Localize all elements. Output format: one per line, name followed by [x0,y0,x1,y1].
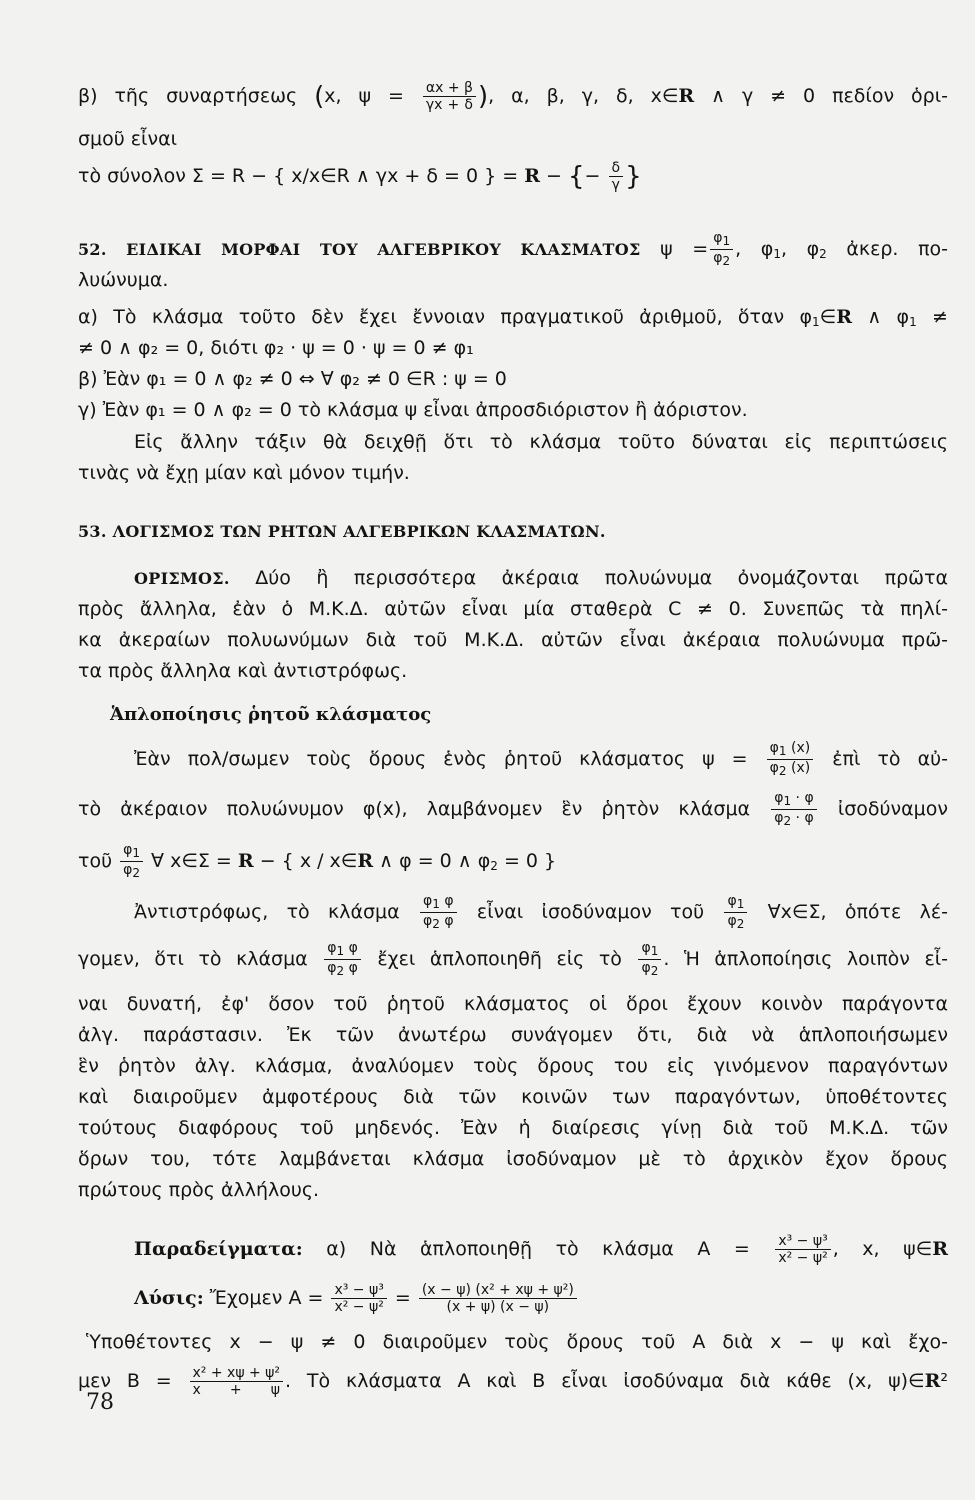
text-line: Ἐὰν πολ/σωμεν τοὺς ὅρους ἑνὸς ῥητοῦ κλάσματος ψ = $\frac{\varphi 1 (x)}{\varphi 2 (x)}$ ἐπὶ τὸ αὐ- [134,740,948,778]
text-line: τινὰς νὰ ἔχῃ μίαν καὶ μόνον τιμήν. [78,462,410,484]
text-line: β) τῆς συναρτήσεως (x, ψ = $\frac{\alpha x + \beta}{\gamma x + \delta}$ ), α, β, γ, δ, x∈R ∧ γ ≠ 0 πεδίον ὁρι- [78,80,949,113]
text-line: γομεν, ὅτι τὸ κλάσμα $\frac{\varphi 1 \varphi}{\varphi 2 \varphi}$ ἔχει ἁπλοποιηθῆ εἰς τὸ $\frac{\varphi 1}{\varphi 2}$ . Ἡ ἁπλοποίησις λοιπὸν εἶ- [78,940,949,978]
section-heading-52: 52. ΕΙΔΙΚΑΙ ΜΟΡΦΑΙ ΤΟΥ ΑΛΓΕΒΡΙΚΟΥ ΚΛΑΣΜΑΤΟΣ ψ = $\frac{\varphi 1}{\varphi 2}$ , $\varphi_1$, $\varphi_2$ ἀκερ. πο- [78,230,948,268]
text-line: πρώτους πρὸς ἀλλήλους. [78,1179,320,1201]
page-number: 78 [86,1390,114,1415]
text-fragment: Δύο ἢ περισσότερα ἀκέραια πολυώνυμα ὀνομάζονται πρῶτα [255,567,948,589]
fraction: $\frac{\alpha x + \beta}{\gamma x + \delta}$ [423,80,476,113]
definition-label: ΟΡΙΣΜΟΣ. [134,569,230,588]
text-line: ναι δυνατή, ἐφ' ὅσον τοῦ ῥητοῦ κλάσματος οἱ ὅροι ἔχουν κοινὸν παράγοντα [78,993,948,1015]
text-line: Ὑποθέτοντες x − ψ ≠ 0 διαιροῦμεν τοὺς ὅρους τοῦ A διὰ x − ψ καὶ ἔχο- [86,1331,948,1353]
solution-line: Λύσις: Ἔχομεν A = $\frac{\text{x³ − ψ³}}{\text{x² − ψ²}}$ = $\frac{\text{(x − ψ) (x² + xψ + ψ²)}}{(x + \psi) (x - \psi)}$ [78,1282,948,1315]
text-line: μεν B = $\frac{\text{x² + xψ + ψ²}}{x + \psi}$ . Τὸ κλάσματα A καὶ B εἶναι ἰσοδύναμα διὰ κάθε (x, ψ)∈R² [78,1365,949,1398]
text-line: α) Τὸ κλάσμα τοῦτο δὲν ἔχει ἔννοιαν πραγματικοῦ ἀριθμοῦ, ὅταν $\varphi_1\in R$ ∧ $\varphi_1$ ≠ [78,306,948,329]
text-line: ἓν ῥητὸν ἀλγ. κλάσμα, ἀναλύομεν τοὺς ὅρους του εἰς γινόμενον παραγόντων [78,1055,948,1077]
subsection-title: Ἁπλοποίησις ῥητοῦ κλάσματος [110,704,432,725]
text-line [78,566,948,591]
section-title: 52. ΕΙΔΙΚΑΙ ΜΟΡΦΑΙ ΤΟΥ ΑΛΓΕΒΡΙΚΟΥ ΚΛΑΣΜΑΤΟΣ [78,240,641,259]
paren: ( [314,81,325,112]
text-line: γ) Ἐὰν φ₁ = 0 ∧ φ₂ = 0 τὸ κλάσμα ψ εἶναι ἀπροσδιόριστον ἢ ἀόριστον. [78,399,748,421]
text-line: τὸ σύνολον Σ = R − { x/x∈R ∧ γx + δ = 0 } = R − {− $\frac{\delta}{\gamma}$ } [78,160,642,193]
text-line: Ἀντιστρόφως, τὸ κλάσμα $\frac{\varphi 1 \varphi}{\varphi 2 \varphi}$ εἶναι ἰσοδύναμον τοῦ $\frac{\varphi 1}{\varphi 2}$ ∀x∈Σ, ὁπότε λέ- [134,893,948,931]
text-line: ≠ 0 ∧ φ₂ = 0, διότι φ₂ · ψ = 0 · ψ = 0 ≠ φ₁ [78,337,474,359]
example-line: Παραδείγματα: α) Νὰ ἁπλοποιηθῇ τὸ κλάσμα A = $\frac{\text{x³ − ψ³}}{\text{x² − ψ²}}$ , x, ψ∈R [134,1233,948,1266]
section-heading-53: 53. ΛΟΓΙΣΜΟΣ ΤΩΝ ΡΗΤΩΝ ΑΛΓΕΒΡΙΚΩΝ ΚΛΑΣΜΑΤΩΝ. [78,522,606,541]
solution-label: Λύσις: [134,1287,204,1309]
text-fragment: β) τῆς συναρτήσεως [78,85,298,107]
text-line: τὸ ἀκέραιον πολυώνυμον φ(x), λαμβάνομεν ἓν ῥητὸν κλάσμα $\frac{\varphi 1 \cdot \varphi}{\varphi 2 \cdot \varphi}$ ἰσοδύναμον [78,790,949,828]
text-line: κα ἀκεραίων πολυωνύμων διὰ τοῦ Μ.Κ.Δ. αὐτῶν εἶναι ἀκέραια πολυώνυμα πρῶ- [78,629,948,651]
text-line: τούτους διαφόρους τοῦ μηδενός. Ἐὰν ἡ διαίρεσις γίνῃ διὰ τοῦ Μ.Κ.Δ. τῶν [78,1117,948,1139]
text-line: ἀλγ. παράστασιν. Ἐκ τῶν ἀνωτέρω συνάγομεν ὅτι, διὰ νὰ ἁπλοποιήσωμεν [78,1024,948,1046]
text-line: λυώνυμα. [78,269,169,291]
text-line: Εἰς ἄλλην τάξιν θὰ δειχθῇ ὅτι τὸ κλάσμα τοῦτο δύναται εἰς περιπτώσεις [134,431,948,453]
text-line: τοῦ $\frac{\varphi 1}{\varphi 2}$ ∀ x∈Σ = R − { x / x∈R ∧ φ = 0 ∧ $\varphi_2 = 0$ } [78,842,557,880]
text-line: ὅρων του, τότε λαμβάνεται κλάσμα ἰσοδύναμον μὲ τὸ ἀρχικὸν ἔχον ὅρους [78,1148,948,1170]
text-line: καὶ διαιροῦμεν ἀμφοτέρους διὰ τῶν κοινῶν των παραγόντων, ὑποθέτοντες [78,1086,948,1108]
text-line: β) Ἐὰν φ₁ = 0 ∧ φ₂ ≠ 0 ⇔ ∀ φ₂ ≠ 0 ∈R : ψ = 0 [78,368,507,390]
example-label: Παραδείγματα: [134,1238,303,1260]
text-line: σμοῦ εἶναι [78,128,178,150]
text-line: πρὸς ἄλληλα, ἐὰν ὁ Μ.Κ.Δ. αὐτῶν εἶναι μία σταθερὰ C ≠ 0. Συνεπῶς τὰ πηλί- [78,598,948,620]
text-line: τα πρὸς ἄλληλα καὶ ἀντιστρόφως. [78,660,408,682]
